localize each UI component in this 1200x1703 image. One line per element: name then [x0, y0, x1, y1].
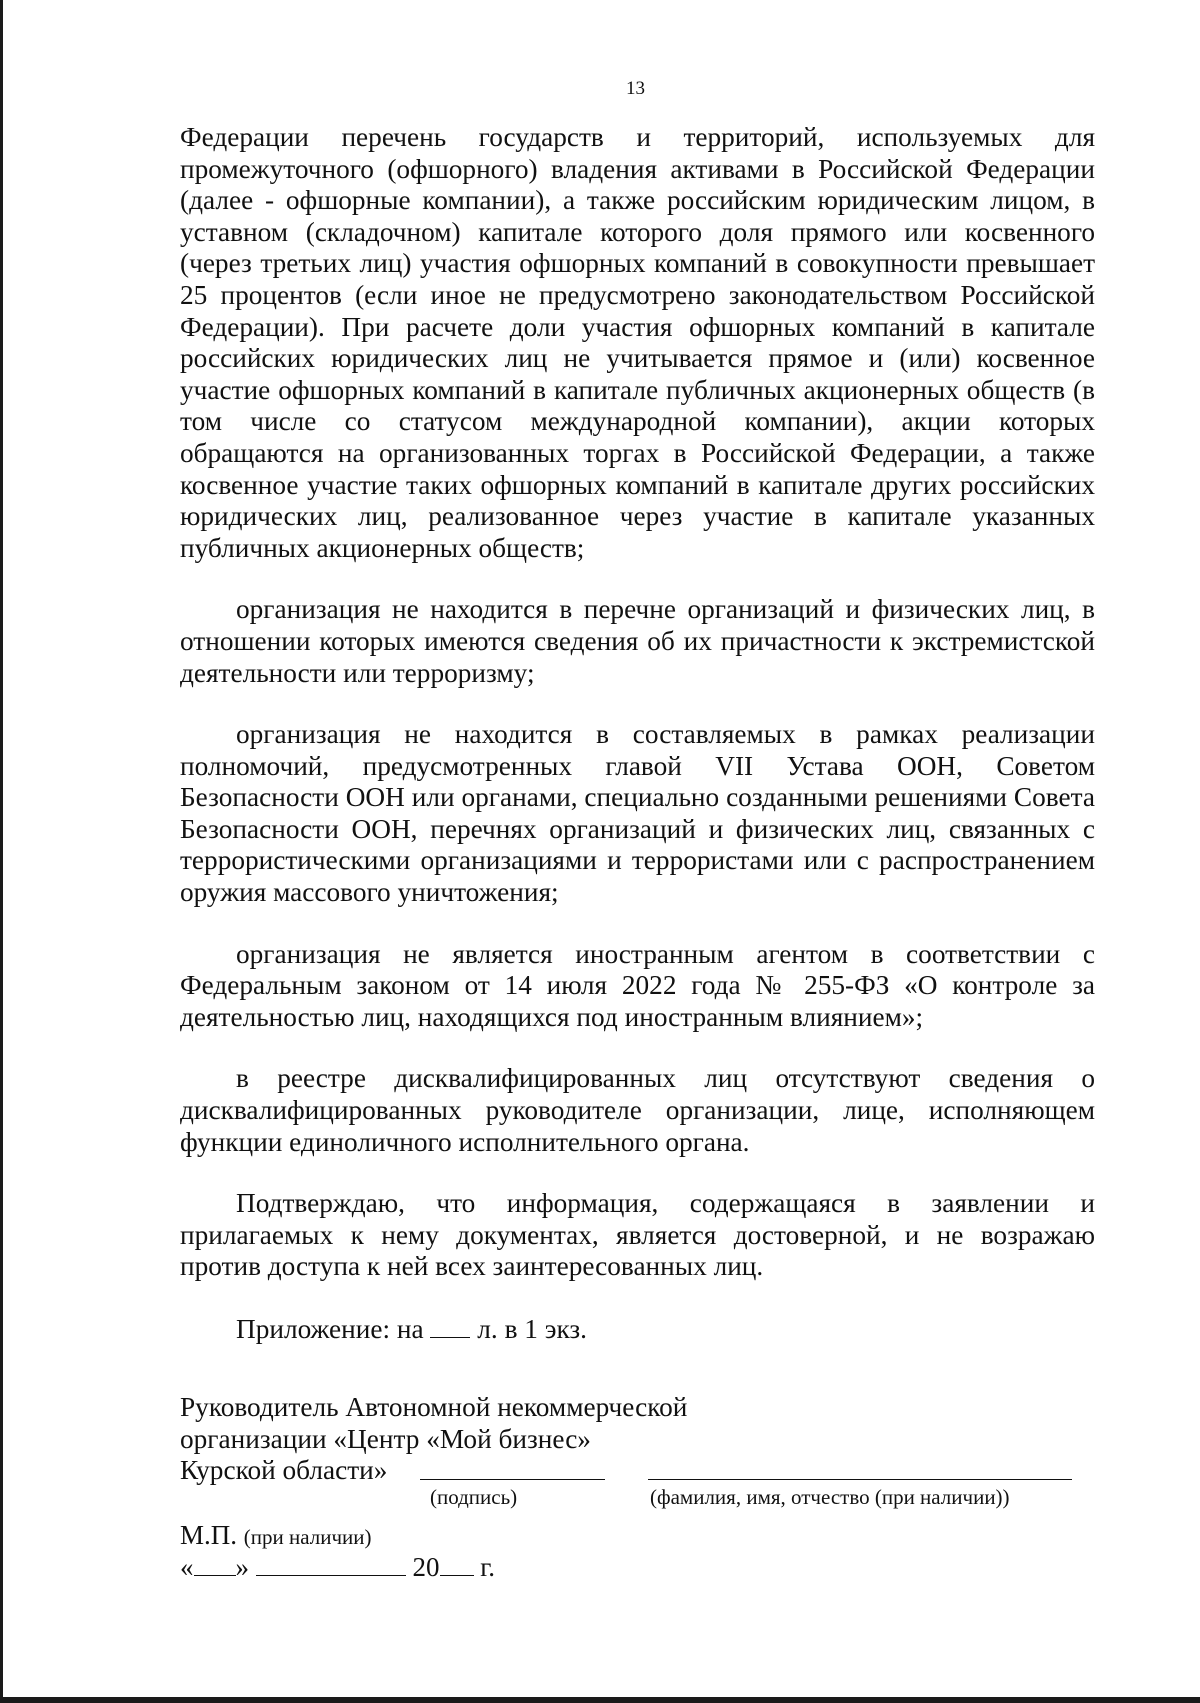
document-body [180, 122, 1095, 1376]
scan-left-edge [0, 0, 3, 1703]
paragraph-disqualified: в реестре дисквалифицированных лиц отсутствуют сведения о дисквалифицированных руководителе организации, лице, исполняющем функции единоличного исполнительного органа. [180, 1063, 1095, 1157]
paragraph-foreign-agent: организация не является иностранным агентом в соответствии с Федеральным законом от 14 июля 2022 года № 255-ФЗ «О контроле за деятельностью лиц, находящихся под иностранным влиянием»; [180, 938, 1095, 1032]
seal-note: (при наличии) [243, 1525, 372, 1549]
signer-title-line1: Руководитель Автономной некоммерческой [180, 1392, 688, 1422]
signer-title-line2: организации «Центр «Мой бизнес» [180, 1423, 591, 1454]
year-prefix: 20 [412, 1552, 440, 1582]
attachment-line [180, 1313, 1095, 1346]
paragraph-un-sanctions: организация не находится в составляемых в рамках реализации полномочий, предусмотренных главой VII Устава ООН, Советом Безопасности ООН или органами, специально созданными решениями Совета Безопасности ООН, перечнях организаций и физических лиц, связанных с террористическими организациями и террористами или с распространением оружия массового уничтожения; [180, 719, 1095, 908]
seal-mark [180, 1520, 371, 1551]
date-row [180, 1551, 495, 1583]
signature-lines [0, 1479, 1200, 1484]
month-blank [256, 1551, 406, 1576]
year-blank [440, 1551, 474, 1576]
attachment-pages-blank [430, 1313, 470, 1338]
name-blank-line [648, 1479, 1072, 1480]
seal-label: М.П. [180, 1520, 238, 1550]
paragraph-offshore: Федерации перечень государств и территорий, используемых для промежуточного (офшорного) владения активами в Российской Федерации (далее - офшорные компании), а также российским юридическим лицом, в уставном (складочном) капитале которого доля прямого или косвенного (через третьих лиц) участия офшорных компаний в совокупности превышает 25 процентов (если иное не предусмотрено законодательством Российской Федерации). При расчете доли участия офшорных компаний в капитале российских юридических лиц не учитывается прямое и (или) косвенное участие офшорных компаний в капитале публичных акционерных обществ (в том числе со статусом международной компании), акции которых обращаются на организованных торгах в Российской Федерации, а также косвенное участие таких офшорных компаний в капитале других российских юридических лиц, реализованное через участие в капитале указанных публичных акционерных обществ; [180, 122, 1095, 563]
date-open-quote: « [180, 1552, 194, 1582]
date-close-quote: » [235, 1552, 249, 1582]
scan-bottom-edge [0, 1697, 1200, 1703]
signature-block [180, 1392, 1095, 1487]
signature-blank-line [420, 1479, 605, 1480]
signer-title-line3: Курской области» [180, 1455, 388, 1486]
page-number: 13 [626, 78, 645, 99]
attachment-suffix: л. в 1 экз. [477, 1314, 587, 1344]
paragraph-confirmation: Подтверждаю, что информация, содержащаяся в заявлении и прилагаемых к нему документах, является достоверной, и не возражаю против доступа к ней всех заинтересованных лиц. [180, 1188, 1095, 1282]
name-caption: (фамилия, имя, отчество (при наличии)) [650, 1485, 1010, 1509]
paragraph-extremism: организация не находится в перечне организаций и физических лиц, в отношении которых имеются сведения об их причастности к экстремистской деятельности или терроризму; [180, 594, 1095, 688]
year-suffix: г. [480, 1552, 496, 1582]
attachment-prefix: Приложение: на [236, 1314, 424, 1344]
signature-caption: (подпись) [430, 1485, 518, 1509]
day-blank [194, 1551, 236, 1576]
